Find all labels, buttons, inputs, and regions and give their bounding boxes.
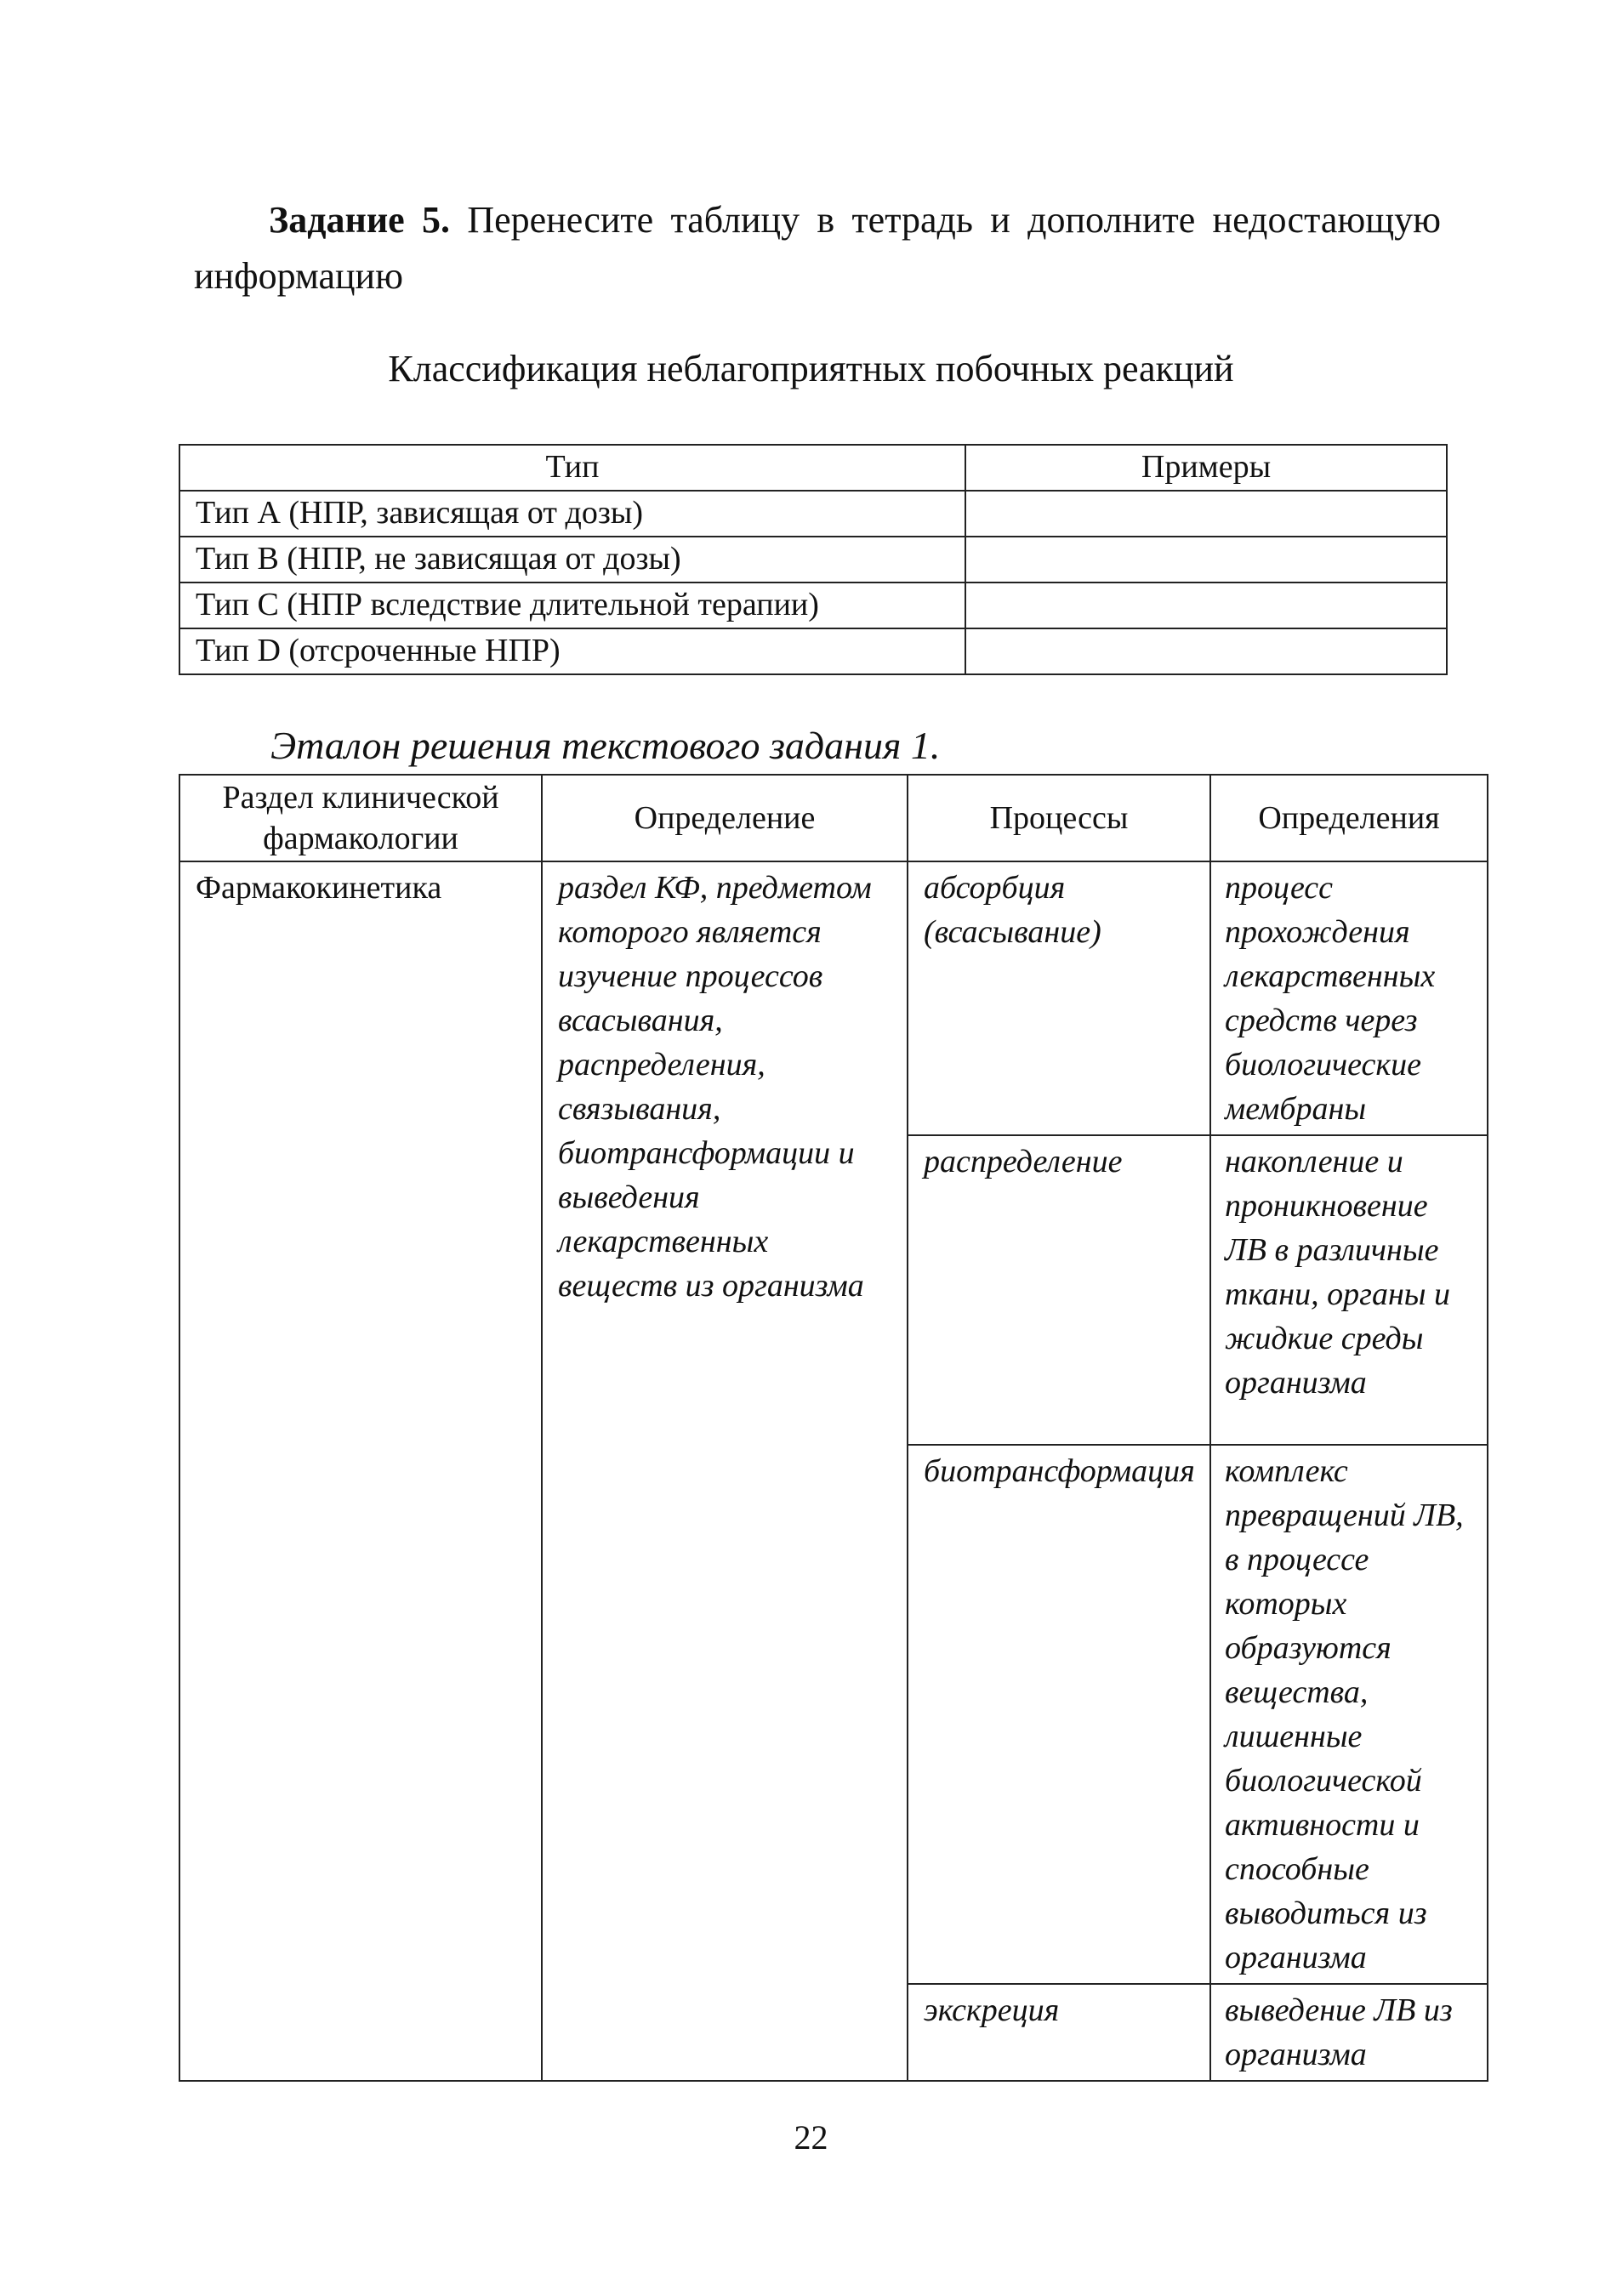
table2-caption: Эталон решения текстового задания 1. [270,724,941,767]
task-text: Перенесите таблицу в тетрадь и дополните недостающую информацию [194,199,1441,297]
table-row [179,583,1447,628]
process-cell: распределение [908,1135,1210,1445]
adverse-reactions-table [179,444,1448,675]
table-row [179,537,1447,583]
table1-header-row [179,445,1447,491]
process-cell: биотрансформация [908,1445,1210,1984]
table1-header-type: Тип [179,445,965,491]
process-cell: экскреция [908,1984,1210,2081]
table2-header-definition: Определение [542,775,908,861]
examples-cell [965,491,1447,537]
table-row [179,491,1447,537]
table-row [179,861,1488,1135]
process-definition-cell: комплекс превращений ЛВ, в процессе которых образуются вещества, лишенные биологической активности и способные выводиться из организма [1210,1445,1488,1984]
section-definition-cell: раздел КФ, предметом которого является изучение процессов всасывания, распределения, связывания, биотрансформации и выведения лекарственных веществ из организма [542,861,908,2081]
examples-cell [965,537,1447,583]
section-cell: Фармакокинетика [179,861,542,2081]
process-definition-cell: процесс прохождения лекарственных средств через биологические мембраны [1210,861,1488,1135]
examples-cell [965,628,1447,674]
table2-header-definitions: Определения [1210,775,1488,861]
page-number: 22 [794,2118,828,2157]
examples-cell [965,583,1447,628]
task-label: Задание 5. [269,199,451,241]
type-cell: Тип А (НПР, зависящая от дозы) [179,491,965,537]
process-definition-cell: накопление и проникновение ЛВ в различные ткани, органы и жидкие среды организма [1210,1135,1488,1445]
pharmacokinetics-table [179,774,1488,2082]
process-definition-cell: выведение ЛВ из организма [1210,1984,1488,2081]
table1-header-examples: Примеры [965,445,1447,491]
process-cell: абсорбция (всасывание) [908,861,1210,1135]
type-cell: Тип В (НПР, не зависящая от дозы) [179,537,965,583]
task-paragraph [194,192,1441,304]
table2-header-processes: Процессы [908,775,1210,861]
type-cell: Тип D (отсроченные НПР) [179,628,965,674]
table-row [179,628,1447,674]
type-cell: Тип С (НПР вследствие длительной терапии) [179,583,965,628]
table1-caption: Классификация неблагоприятных побочных реакций [388,348,1234,389]
table2-header-row [179,775,1488,861]
table2-header-section: Раздел клинической фармакологии [179,775,542,861]
